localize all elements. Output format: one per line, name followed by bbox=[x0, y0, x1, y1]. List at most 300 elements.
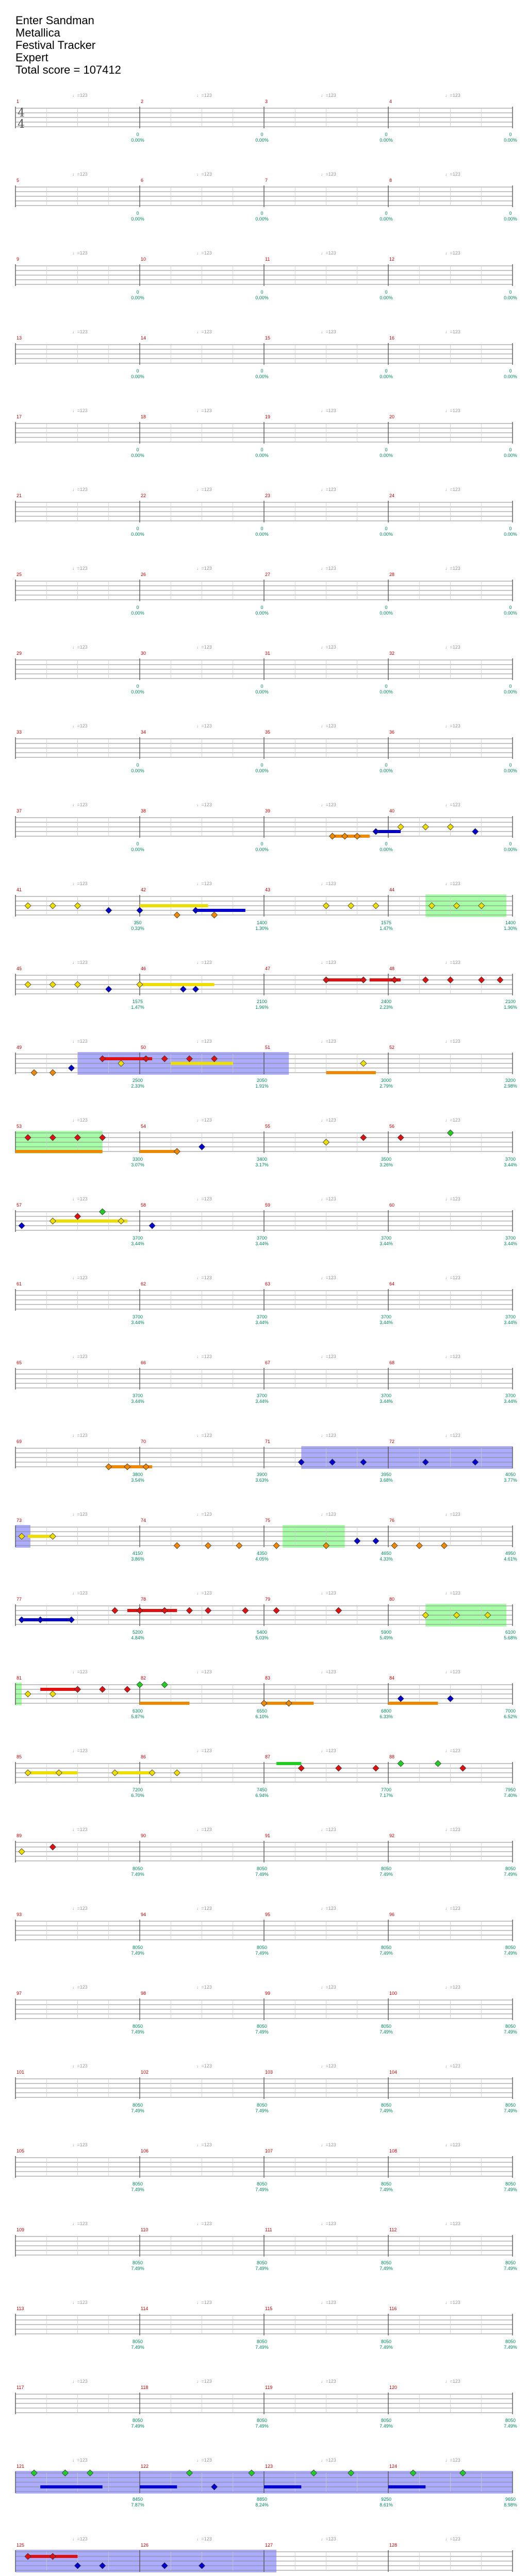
cumulative-score: 8450 bbox=[132, 2497, 143, 2502]
cumulative-score: 0 bbox=[260, 447, 263, 452]
note-gem bbox=[205, 1607, 211, 1614]
measure-number: 75 bbox=[265, 1518, 271, 1523]
note-gem bbox=[286, 1700, 292, 1706]
tempo-mark: ♩=123 bbox=[196, 1039, 212, 1044]
sustain-tail bbox=[140, 1702, 189, 1705]
tempo-mark: ♩=123 bbox=[321, 1354, 336, 1359]
chart-row bbox=[0, 2137, 528, 2214]
measure-number: 100 bbox=[389, 1991, 398, 1996]
measure-number: 90 bbox=[141, 1833, 146, 1838]
measure-number: 12 bbox=[389, 257, 395, 262]
note-gem bbox=[19, 1223, 25, 1229]
row-staff bbox=[0, 1506, 528, 1584]
tempo-mark: ♩=123 bbox=[196, 1117, 212, 1123]
note-gem bbox=[149, 1223, 155, 1229]
tempo-mark: ♩=123 bbox=[445, 1196, 460, 1201]
cumulative-percent: 3.07% bbox=[131, 1162, 144, 1167]
cumulative-percent: 0.00% bbox=[131, 768, 144, 773]
tempo-mark: ♩=123 bbox=[196, 1669, 212, 1674]
tempo-mark: ♩=123 bbox=[196, 960, 212, 965]
cumulative-score: 3950 bbox=[381, 1472, 392, 1477]
note-gem bbox=[25, 981, 31, 988]
cumulative-percent: 7.49% bbox=[504, 2029, 517, 2035]
tempo-mark: ♩=123 bbox=[445, 408, 460, 413]
tempo-mark: ♩=123 bbox=[196, 2458, 212, 2463]
row-staff bbox=[0, 2295, 528, 2372]
tempo-mark: ♩=123 bbox=[445, 1275, 460, 1280]
cumulative-score: 2500 bbox=[132, 1078, 143, 1083]
sustain-tail bbox=[140, 1150, 177, 1153]
note-gem bbox=[50, 1533, 56, 1539]
tempo-mark: ♩=123 bbox=[72, 172, 88, 177]
note-gem bbox=[118, 1218, 124, 1224]
chart-row bbox=[0, 2058, 528, 2136]
tempo-mark: ♩=123 bbox=[72, 2142, 88, 2147]
note-gem bbox=[236, 1543, 242, 1549]
cumulative-score: 0 bbox=[136, 211, 139, 216]
cumulative-score: 0 bbox=[509, 526, 512, 531]
note-gem bbox=[31, 1070, 37, 1076]
cumulative-percent: 3.44% bbox=[131, 1399, 144, 1404]
row-staff bbox=[0, 1033, 528, 1111]
cumulative-percent: 0.00% bbox=[380, 295, 393, 300]
cumulative-percent: 7.49% bbox=[380, 2108, 393, 2113]
cumulative-percent: 3.86% bbox=[131, 1556, 144, 1562]
measure-number: 51 bbox=[265, 1045, 271, 1050]
tempo-mark: ♩=123 bbox=[196, 723, 212, 728]
cumulative-score: 3700 bbox=[256, 1235, 268, 1241]
measure-number: 86 bbox=[141, 1754, 146, 1759]
cumulative-percent: 0.00% bbox=[380, 216, 393, 222]
note-gem bbox=[50, 1844, 56, 1850]
tempo-mark: ♩=123 bbox=[72, 408, 88, 413]
measure-number: 98 bbox=[141, 1991, 146, 1996]
tempo-mark: ♩=123 bbox=[72, 1354, 88, 1359]
row-staff bbox=[0, 718, 528, 795]
tempo-mark: ♩=123 bbox=[445, 1433, 460, 1438]
tempo-mark: ♩=123 bbox=[445, 1039, 460, 1044]
cumulative-score: 0 bbox=[136, 762, 139, 768]
tempo-mark: ♩=123 bbox=[445, 2221, 460, 2226]
tempo-mark: ♩=123 bbox=[72, 2221, 88, 2226]
cumulative-score: 0 bbox=[509, 605, 512, 610]
note-gem bbox=[448, 977, 454, 983]
cumulative-percent: 3.44% bbox=[504, 1241, 517, 1246]
cumulative-percent: 7.49% bbox=[504, 1872, 517, 1877]
cumulative-score: 6100 bbox=[505, 1630, 516, 1635]
row-staff bbox=[0, 403, 528, 480]
cumulative-score: 3700 bbox=[381, 1393, 392, 1398]
cumulative-score: 8050 bbox=[132, 2024, 143, 2029]
tempo-mark: ♩=123 bbox=[196, 1512, 212, 1517]
note-gem bbox=[75, 981, 81, 988]
cumulative-percent: 0.00% bbox=[131, 374, 144, 379]
measure-number: 46 bbox=[141, 966, 146, 971]
cumulative-percent: 0.00% bbox=[380, 611, 393, 616]
cumulative-score: 0 bbox=[260, 368, 263, 374]
measure-number: 68 bbox=[389, 1360, 395, 1365]
cumulative-percent: 7.49% bbox=[131, 2266, 144, 2271]
measure-number: 93 bbox=[16, 1912, 22, 1917]
row-staff bbox=[0, 1585, 528, 1663]
row-staff bbox=[0, 876, 528, 953]
measure-number: 17 bbox=[16, 414, 22, 419]
note-gem bbox=[205, 1543, 211, 1549]
row-staff bbox=[0, 1822, 528, 1899]
sustain-tail bbox=[40, 1688, 77, 1691]
cumulative-percent: 7.49% bbox=[255, 2029, 269, 2035]
measure-number: 107 bbox=[265, 2148, 273, 2154]
tempo-mark: ♩=123 bbox=[321, 329, 336, 334]
measure-number: 121 bbox=[16, 2464, 25, 2469]
tempo-mark: ♩=123 bbox=[72, 723, 88, 728]
cumulative-score: 0 bbox=[385, 368, 388, 374]
measure-number: 125 bbox=[16, 2543, 25, 2548]
tempo-mark: ♩=123 bbox=[72, 1590, 88, 1596]
note-gem bbox=[354, 833, 360, 839]
measure-number: 70 bbox=[141, 1439, 146, 1444]
cumulative-percent: 0.00% bbox=[504, 216, 517, 222]
tempo-mark: ♩=123 bbox=[321, 1117, 336, 1123]
sustain-tail bbox=[195, 909, 245, 912]
tempo-mark: ♩=123 bbox=[196, 1433, 212, 1438]
note-gem bbox=[174, 1543, 180, 1549]
chart-row bbox=[0, 324, 528, 401]
measure-number: 21 bbox=[16, 493, 22, 498]
note-gem bbox=[373, 1765, 379, 1771]
cumulative-percent: 6.94% bbox=[255, 1793, 269, 1798]
tempo-mark: ♩=123 bbox=[196, 2379, 212, 2384]
tempo-mark: ♩=123 bbox=[72, 1906, 88, 1911]
tempo-mark: ♩=123 bbox=[445, 1906, 460, 1911]
chart-row bbox=[0, 876, 528, 953]
note-gem bbox=[100, 1686, 106, 1692]
measure-number: 88 bbox=[389, 1754, 395, 1759]
note-gem bbox=[124, 1686, 130, 1692]
note-gem bbox=[180, 986, 186, 992]
cumulative-score: 8050 bbox=[505, 2024, 516, 2029]
note-gem bbox=[478, 977, 485, 983]
measure-number: 37 bbox=[16, 808, 22, 814]
cumulative-score: 2050 bbox=[256, 1078, 268, 1083]
cumulative-score: 3700 bbox=[132, 1235, 143, 1241]
tempo-mark: ♩=123 bbox=[196, 250, 212, 256]
tempo-mark: ♩=123 bbox=[445, 329, 460, 334]
cumulative-percent: 8.98% bbox=[504, 2502, 517, 2507]
tempo-mark: ♩=123 bbox=[72, 2063, 88, 2069]
cumulative-score: 0 bbox=[136, 605, 139, 610]
cumulative-percent: 3.44% bbox=[380, 1399, 393, 1404]
note-gem bbox=[323, 1139, 329, 1145]
measure-number: 33 bbox=[16, 730, 22, 735]
cumulative-score: 5900 bbox=[381, 1630, 392, 1635]
cumulative-score: 0 bbox=[385, 211, 388, 216]
measure-number: 42 bbox=[141, 887, 146, 892]
cumulative-percent: 2.23% bbox=[380, 1005, 393, 1010]
tempo-mark: ♩=123 bbox=[445, 1985, 460, 1990]
measure-number: 112 bbox=[389, 2227, 397, 2232]
cumulative-score: 0 bbox=[385, 132, 388, 137]
measure-number: 25 bbox=[16, 572, 22, 577]
tempo-mark: ♩=123 bbox=[196, 1354, 212, 1359]
tempo-mark: ♩=123 bbox=[445, 250, 460, 256]
measure-number: 15 bbox=[265, 335, 271, 341]
cumulative-percent: 1.30% bbox=[255, 926, 269, 931]
tempo-mark: ♩=123 bbox=[196, 2221, 212, 2226]
chart-row bbox=[0, 88, 528, 165]
cumulative-score: 0 bbox=[385, 526, 388, 531]
cumulative-percent: 4.61% bbox=[504, 1556, 517, 1562]
note-gem bbox=[68, 1617, 74, 1623]
measure-number: 105 bbox=[16, 2148, 25, 2154]
tempo-mark: ♩=123 bbox=[72, 960, 88, 965]
cumulative-percent: 7.49% bbox=[380, 1951, 393, 1956]
measure-number: 61 bbox=[16, 1281, 22, 1286]
cumulative-score: 0 bbox=[260, 132, 263, 137]
cumulative-percent: 0.00% bbox=[504, 768, 517, 773]
tempo-mark: ♩=123 bbox=[72, 1275, 88, 1280]
note-gem bbox=[460, 1765, 466, 1771]
measure-number: 14 bbox=[141, 335, 146, 341]
chart-row bbox=[0, 1979, 528, 2057]
cumulative-percent: 2.33% bbox=[131, 1083, 144, 1089]
cumulative-score: 8050 bbox=[132, 2260, 143, 2265]
note-gem bbox=[398, 1760, 404, 1767]
cumulative-score: 1575 bbox=[132, 999, 143, 1004]
tempo-mark: ♩=123 bbox=[196, 1196, 212, 1201]
tempo-mark: ♩=123 bbox=[321, 2536, 336, 2541]
cumulative-percent: 3.54% bbox=[131, 1478, 144, 1483]
measure-number: 65 bbox=[16, 1360, 22, 1365]
cumulative-score: 8050 bbox=[505, 1945, 516, 1950]
cumulative-score: 8050 bbox=[381, 2418, 392, 2423]
cumulative-percent: 7.49% bbox=[131, 1951, 144, 1956]
cumulative-percent: 1.47% bbox=[131, 1005, 144, 1010]
row-staff bbox=[0, 1349, 528, 1426]
chart-row bbox=[0, 1349, 528, 1426]
cumulative-score: 8050 bbox=[132, 1945, 143, 1950]
note-gem bbox=[336, 1607, 342, 1614]
cumulative-score: 3500 bbox=[381, 1157, 392, 1162]
tempo-mark: ♩=123 bbox=[445, 802, 460, 807]
measure-number: 6 bbox=[141, 178, 144, 183]
cumulative-percent: 2.98% bbox=[504, 1083, 517, 1089]
track-name: Festival Tracker bbox=[15, 39, 96, 52]
note-gem bbox=[323, 903, 329, 909]
chart-row bbox=[0, 1033, 528, 1111]
tempo-mark: ♩=123 bbox=[72, 1748, 88, 1753]
chart-row bbox=[0, 1112, 528, 1190]
measure-number: 53 bbox=[16, 1124, 22, 1129]
sustain-tail bbox=[326, 978, 364, 981]
cumulative-score: 0 bbox=[136, 526, 139, 531]
measure-number: 28 bbox=[389, 572, 395, 577]
tempo-mark: ♩=123 bbox=[445, 172, 460, 177]
measure-number: 116 bbox=[389, 2306, 397, 2311]
cumulative-percent: 0.00% bbox=[255, 138, 269, 143]
cumulative-score: 2100 bbox=[505, 999, 516, 1004]
cumulative-score: 8050 bbox=[256, 2024, 268, 2029]
note-gem bbox=[435, 1760, 441, 1767]
tempo-mark: ♩=123 bbox=[321, 802, 336, 807]
measure-number: 64 bbox=[389, 1281, 395, 1286]
measure-number: 109 bbox=[16, 2227, 25, 2232]
cumulative-percent: 0.00% bbox=[380, 374, 393, 379]
cumulative-percent: 7.49% bbox=[504, 2108, 517, 2113]
cumulative-score: 0 bbox=[509, 684, 512, 689]
row-staff bbox=[0, 2137, 528, 2214]
chart-row bbox=[0, 639, 528, 717]
cumulative-percent: 0.00% bbox=[504, 611, 517, 616]
note-gem bbox=[373, 903, 379, 909]
tempo-mark: ♩=123 bbox=[321, 2142, 336, 2147]
cumulative-percent: 7.87% bbox=[131, 2502, 144, 2507]
note-gem bbox=[422, 977, 428, 983]
tempo-mark: ♩=123 bbox=[72, 802, 88, 807]
row-staff bbox=[0, 1979, 528, 2057]
sustain-tail bbox=[53, 1219, 127, 1223]
tempo-mark: ♩=123 bbox=[445, 1748, 460, 1753]
measure-number: 9 bbox=[16, 257, 20, 262]
cumulative-score: 0 bbox=[385, 605, 388, 610]
note-gem bbox=[19, 1617, 25, 1623]
cumulative-score: 3700 bbox=[381, 1235, 392, 1241]
cumulative-score: 8050 bbox=[256, 2181, 268, 2187]
tempo-mark: ♩=123 bbox=[445, 2536, 460, 2541]
cumulative-percent: 0.00% bbox=[255, 216, 269, 222]
cumulative-score: 9650 bbox=[505, 2497, 516, 2502]
cumulative-score: 8050 bbox=[256, 1945, 268, 1950]
sustain-tail bbox=[326, 1071, 376, 1074]
chart-row bbox=[0, 403, 528, 480]
tempo-mark: ♩=123 bbox=[445, 1354, 460, 1359]
note-gem bbox=[348, 903, 354, 909]
cumulative-percent: 0.00% bbox=[504, 532, 517, 537]
cumulative-percent: 6.52% bbox=[504, 1714, 517, 1719]
measure-number: 55 bbox=[265, 1124, 271, 1129]
row-staff bbox=[0, 88, 528, 165]
note-gem bbox=[416, 1543, 422, 1549]
note-gem bbox=[68, 1065, 74, 1071]
measure-number: 66 bbox=[141, 1360, 146, 1365]
chart-row bbox=[0, 2452, 528, 2530]
tempo-mark: ♩=123 bbox=[196, 172, 212, 177]
cumulative-score: 7950 bbox=[505, 1787, 516, 1792]
note-gem bbox=[75, 1213, 81, 1219]
tempo-mark: ♩=123 bbox=[72, 1117, 88, 1123]
sustain-tail bbox=[127, 1609, 177, 1612]
note-gem bbox=[25, 1770, 31, 1776]
cumulative-score: 9250 bbox=[381, 2497, 392, 2502]
row-staff bbox=[0, 1664, 528, 1741]
tempo-mark: ♩=123 bbox=[321, 2458, 336, 2463]
tempo-mark: ♩=123 bbox=[196, 566, 212, 571]
cumulative-score: 7700 bbox=[381, 1787, 392, 1792]
tempo-mark: ♩=123 bbox=[321, 1748, 336, 1753]
measure-number: 119 bbox=[265, 2385, 273, 2390]
measure-number: 106 bbox=[141, 2148, 149, 2154]
cumulative-percent: 0.00% bbox=[131, 295, 144, 300]
measure-number: 11 bbox=[265, 257, 270, 262]
note-gem bbox=[50, 903, 56, 909]
tempo-mark: ♩=123 bbox=[196, 1748, 212, 1753]
cumulative-percent: 0.00% bbox=[131, 847, 144, 852]
row-staff bbox=[0, 797, 528, 874]
cumulative-percent: 3.44% bbox=[504, 1320, 517, 1325]
cumulative-score: 1575 bbox=[381, 920, 392, 925]
cumulative-percent: 4.33% bbox=[380, 1556, 393, 1562]
tempo-mark: ♩=123 bbox=[196, 329, 212, 334]
measure-number: 127 bbox=[265, 2543, 273, 2548]
note-gem bbox=[360, 977, 367, 983]
cumulative-score: 6300 bbox=[132, 1708, 143, 1714]
sustain-tail bbox=[22, 1618, 71, 1621]
note-gem bbox=[211, 912, 218, 918]
cumulative-percent: 7.17% bbox=[380, 1793, 393, 1798]
measure-number: 19 bbox=[265, 414, 271, 419]
cumulative-percent: 0.00% bbox=[255, 768, 269, 773]
cumulative-score: 3800 bbox=[132, 1472, 143, 1477]
measure-number: 10 bbox=[141, 257, 146, 262]
cumulative-percent: 0.00% bbox=[131, 138, 144, 143]
measure-number: 71 bbox=[265, 1439, 271, 1444]
tempo-mark: ♩=123 bbox=[321, 1669, 336, 1674]
measure-number: 2 bbox=[141, 99, 144, 104]
note-gem bbox=[373, 1538, 379, 1544]
measure-number: 67 bbox=[265, 1360, 271, 1365]
note-gem bbox=[19, 1849, 25, 1855]
cumulative-score: 7200 bbox=[132, 1787, 143, 1792]
note-gem bbox=[497, 977, 503, 983]
tempo-mark: ♩=123 bbox=[72, 1669, 88, 1674]
sustain-tail bbox=[140, 983, 214, 986]
cumulative-percent: 8.61% bbox=[380, 2502, 393, 2507]
cumulative-percent: 3.44% bbox=[504, 1399, 517, 1404]
cumulative-score: 1400 bbox=[256, 920, 268, 925]
note-gem bbox=[398, 1134, 404, 1141]
measure-number: 62 bbox=[141, 1281, 146, 1286]
measure-number: 113 bbox=[16, 2306, 24, 2311]
sustain-tail bbox=[115, 1771, 152, 1774]
measure-number: 115 bbox=[265, 2306, 273, 2311]
sustain-tail bbox=[376, 830, 401, 833]
cumulative-score: 8050 bbox=[381, 2024, 392, 2029]
cumulative-percent: 7.49% bbox=[504, 1951, 517, 1956]
tempo-mark: ♩=123 bbox=[196, 1985, 212, 1990]
note-gem bbox=[360, 1060, 367, 1066]
cumulative-score: 4150 bbox=[132, 1551, 143, 1556]
cumulative-percent: 7.49% bbox=[380, 2266, 393, 2271]
tempo-mark: ♩=123 bbox=[321, 2063, 336, 2069]
cumulative-percent: 7.49% bbox=[255, 1872, 269, 1877]
measure-number: 122 bbox=[141, 2464, 149, 2469]
measure-number: 72 bbox=[389, 1439, 395, 1444]
measure-number: 56 bbox=[389, 1124, 395, 1129]
chart-row bbox=[0, 1664, 528, 1741]
cumulative-score: 0 bbox=[136, 132, 139, 137]
note-gem bbox=[391, 977, 398, 983]
tempo-mark: ♩=123 bbox=[321, 2221, 336, 2226]
measure-number: 111 bbox=[265, 2227, 272, 2232]
cumulative-score: 1400 bbox=[505, 920, 516, 925]
cumulative-score: 8050 bbox=[381, 2181, 392, 2187]
measure-number: 123 bbox=[265, 2464, 273, 2469]
cumulative-percent: 7.49% bbox=[255, 2108, 269, 2113]
cumulative-percent: 3.44% bbox=[255, 1399, 269, 1404]
measure-number: 59 bbox=[265, 1202, 271, 1208]
cumulative-percent: 0.00% bbox=[380, 689, 393, 694]
chart-row bbox=[0, 2295, 528, 2372]
